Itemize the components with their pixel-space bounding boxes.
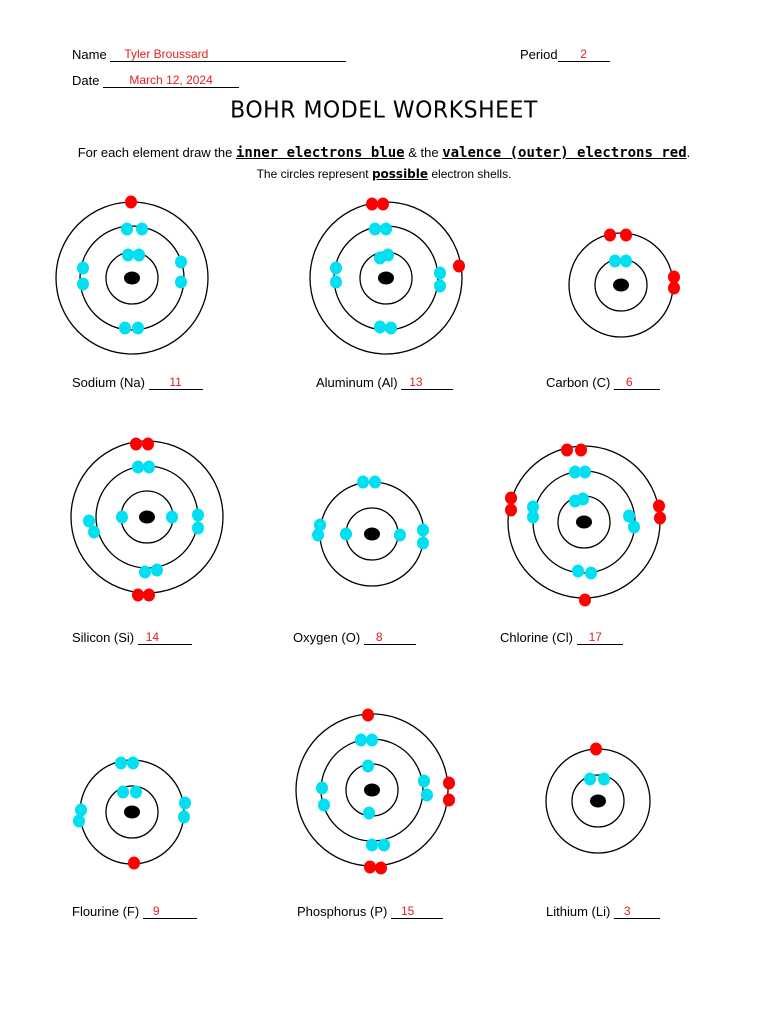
- carbon-valence-electron: [604, 229, 616, 242]
- silicon-inner-electron: [132, 461, 144, 474]
- chlorine-inner-electron: [527, 511, 539, 524]
- fluorine-inner-electron: [130, 786, 142, 799]
- answer-field-oxygen[interactable]: 8: [364, 629, 416, 645]
- phosphorus-valence-electron: [362, 709, 374, 722]
- fluorine-nucleus: [124, 806, 140, 819]
- phosphorus-inner-electron: [316, 782, 328, 795]
- sodium-inner-electron: [132, 322, 144, 335]
- chlorine-inner-electron: [572, 565, 584, 578]
- oxygen-inner-electron: [394, 529, 406, 542]
- chlorine-inner-electron: [623, 510, 635, 523]
- aluminum-inner-electron: [434, 280, 446, 293]
- fluorine-inner-electron: [75, 804, 87, 817]
- lithium-nucleus: [590, 795, 606, 808]
- aluminum-inner-electron: [385, 322, 397, 335]
- carbon-valence-electron: [620, 229, 632, 242]
- sodium-inner-electron: [119, 322, 131, 335]
- answer-field-silicon[interactable]: 14: [138, 629, 192, 645]
- oxygen-inner-electron: [312, 529, 324, 542]
- phosphorus-inner-electron: [366, 734, 378, 747]
- silicon-inner-electron: [83, 515, 95, 528]
- date-value: March 12, 2024: [129, 73, 213, 87]
- fluorine-inner-electron: [127, 757, 139, 770]
- instr-valence-red: valence (outer) electrons red: [442, 145, 687, 161]
- instr-period: .: [686, 145, 691, 160]
- phosphorus-inner-electron: [418, 775, 430, 788]
- chlorine-inner-electron: [585, 567, 597, 580]
- page-title: BOHR MODEL WORKSHEET: [230, 97, 538, 124]
- answer-field-lithium[interactable]: 3: [614, 903, 660, 919]
- silicon-inner-electron: [143, 461, 155, 474]
- silicon-inner-electron: [139, 566, 151, 579]
- oxygen-inner-electron: [357, 476, 369, 489]
- sodium-nucleus: [124, 272, 140, 285]
- sodium-inner-electron: [121, 223, 133, 236]
- lithium-inner-electron: [584, 773, 596, 786]
- instr-text-a: For each element draw the: [77, 145, 233, 160]
- silicon-inner-electron: [88, 526, 100, 539]
- instr-inner-blue: inner electrons blue: [236, 145, 405, 161]
- chlorine-valence-electron: [505, 492, 517, 505]
- fluorine-inner-electron: [115, 757, 127, 770]
- element-label-oxygen: Oxygen (O) 8: [293, 629, 416, 645]
- element-label-aluminum: Aluminum (Al) 13: [316, 374, 453, 390]
- element-label-phosphorus: Phosphorus (P) 15: [297, 903, 443, 919]
- answer-field-chlorine[interactable]: 17: [577, 629, 623, 645]
- silicon-valence-electron: [143, 589, 155, 602]
- fluorine-inner-electron: [178, 811, 190, 824]
- aluminum-valence-electron: [377, 198, 389, 211]
- silicon-valence-electron: [142, 438, 154, 451]
- aluminum-inner-electron: [382, 249, 394, 262]
- aluminum-inner-electron: [330, 262, 342, 275]
- carbon-valence-electron: [668, 282, 680, 295]
- lithium-valence-electron: [590, 743, 602, 756]
- sodium-inner-electron: [175, 276, 187, 289]
- element-label-sodium: Sodium (Na) 11: [72, 374, 203, 390]
- period-value: 2: [580, 47, 587, 61]
- phosphorus-valence-electron: [443, 777, 455, 790]
- chlorine-inner-electron: [577, 493, 589, 506]
- instr2-text-c: electron shells.: [431, 167, 512, 181]
- oxygen-inner-electron: [340, 528, 352, 541]
- carbon-inner-electron: [620, 255, 632, 268]
- silicon-nucleus: [139, 511, 155, 524]
- chlorine-valence-electron: [505, 504, 517, 517]
- silicon-valence-electron: [130, 438, 142, 451]
- chlorine-inner-electron: [628, 521, 640, 534]
- aluminum-inner-electron: [434, 267, 446, 280]
- sodium-inner-electron: [175, 256, 187, 269]
- fluorine-valence-electron: [128, 857, 140, 870]
- oxygen-nucleus: [364, 528, 380, 541]
- chlorine-valence-electron: [575, 444, 587, 457]
- phosphorus-inner-electron: [366, 839, 378, 852]
- aluminum-inner-electron: [374, 321, 386, 334]
- silicon-inner-electron: [151, 564, 163, 577]
- element-label-fluorine: Flourine (F) 9: [72, 903, 197, 919]
- instr2-text-a: The circles represent: [256, 167, 369, 181]
- date-label: Date: [72, 73, 100, 88]
- silicon-inner-electron: [192, 509, 204, 522]
- aluminum-inner-electron: [330, 276, 342, 289]
- name-label: Name: [72, 47, 107, 62]
- element-label-silicon: Silicon (Si) 14: [72, 629, 192, 645]
- carbon-inner-electron: [609, 255, 621, 268]
- sodium-valence-electron: [125, 196, 137, 209]
- fluorine-inner-electron: [179, 797, 191, 810]
- phosphorus-valence-electron: [443, 794, 455, 807]
- oxygen-inner-electron: [417, 524, 429, 537]
- chlorine-inner-electron: [579, 466, 591, 479]
- chlorine-valence-electron: [653, 500, 665, 513]
- chlorine-valence-electron: [579, 594, 591, 607]
- instr-text-c: & the: [408, 145, 439, 160]
- sodium-inner-electron: [133, 249, 145, 262]
- silicon-inner-electron: [166, 511, 178, 524]
- aluminum-nucleus: [378, 272, 394, 285]
- phosphorus-inner-electron: [318, 799, 330, 812]
- name-value: Tyler Broussard: [124, 47, 209, 61]
- oxygen-inner-electron: [369, 476, 381, 489]
- carbon-nucleus: [613, 279, 629, 292]
- period-label: Period: [520, 47, 558, 62]
- chlorine-valence-electron: [561, 444, 573, 457]
- silicon-inner-electron: [116, 511, 128, 524]
- fluorine-inner-electron: [117, 786, 129, 799]
- element-label-carbon: Carbon (C) 6: [546, 374, 660, 390]
- answer-field-phosphorus[interactable]: 15: [391, 903, 443, 919]
- sodium-inner-electron: [77, 262, 89, 275]
- oxygen-inner-electron: [417, 537, 429, 550]
- phosphorus-inner-electron: [355, 734, 367, 747]
- sodium-inner-electron: [136, 223, 148, 236]
- answer-field-aluminum[interactable]: 13: [401, 374, 453, 390]
- lithium-inner-electron: [598, 773, 610, 786]
- answer-field-sodium[interactable]: 11: [149, 374, 203, 390]
- chlorine-nucleus: [576, 516, 592, 529]
- phosphorus-inner-electron: [421, 789, 433, 802]
- silicon-inner-electron: [192, 522, 204, 535]
- sodium-inner-electron: [77, 278, 89, 291]
- element-label-chlorine: Chlorine (Cl) 17: [500, 629, 623, 645]
- answer-field-fluorine[interactable]: 9: [143, 903, 197, 919]
- phosphorus-valence-electron: [364, 861, 376, 874]
- phosphorus-inner-electron: [363, 807, 375, 820]
- phosphorus-inner-electron: [378, 839, 390, 852]
- silicon-valence-electron: [132, 589, 144, 602]
- aluminum-inner-electron: [369, 223, 381, 236]
- aluminum-valence-electron: [453, 260, 465, 273]
- phosphorus-valence-electron: [375, 862, 387, 875]
- sodium-inner-electron: [122, 249, 134, 262]
- phosphorus-nucleus: [364, 784, 380, 797]
- fluorine-inner-electron: [73, 815, 85, 828]
- chlorine-valence-electron: [654, 512, 666, 525]
- element-label-lithium: Lithium (Li) 3: [546, 903, 660, 919]
- answer-field-carbon[interactable]: 6: [614, 374, 660, 390]
- aluminum-valence-electron: [366, 198, 378, 211]
- phosphorus-inner-electron: [362, 760, 374, 773]
- aluminum-inner-electron: [380, 223, 392, 236]
- instr2-possible: possible: [371, 167, 429, 181]
